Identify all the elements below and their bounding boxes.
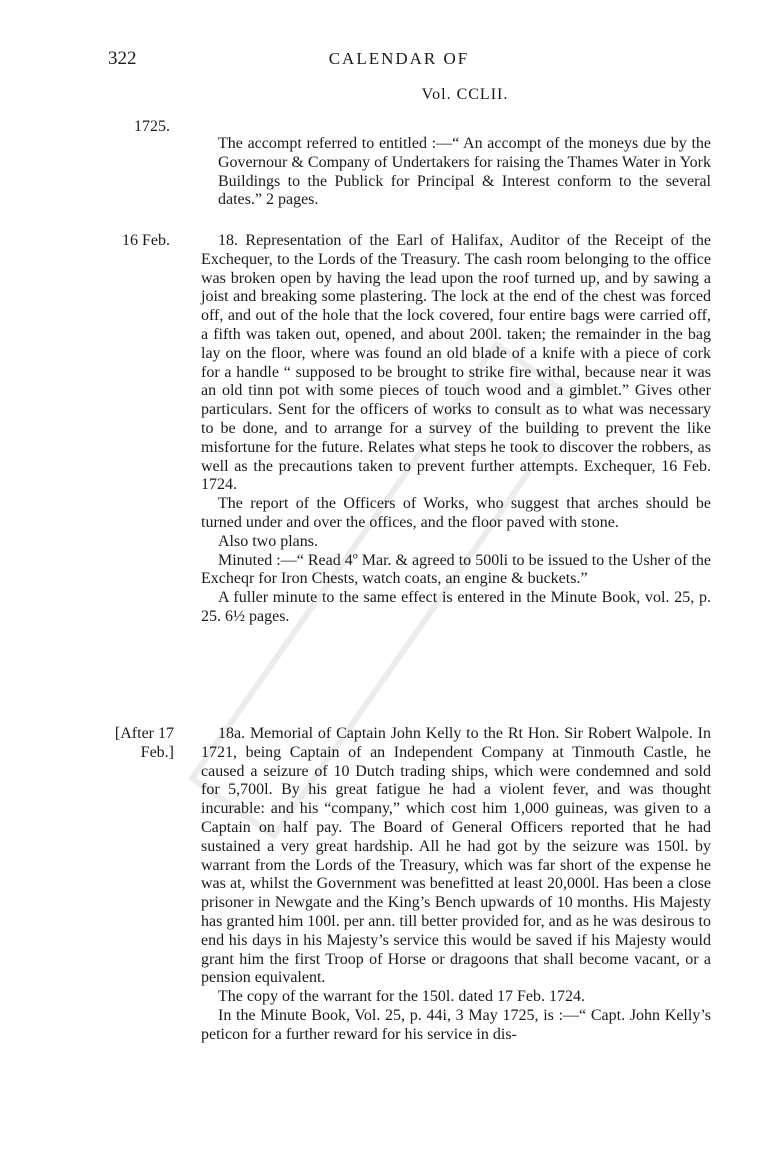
document-entry (201, 232, 711, 627)
entry-paragraph: 18. Representation of the Earl of Halifax, Auditor of the Receipt of the Exchequer, to the Lords of the Treasury. The cash room belonging to the office was broken open by having the lead upon the roof turned up, and by sawing a joist and breaking some plastering. The lock at the end of the chest was forced off, and out of the hole that the lock covered, four entire bags were carried off, a fifth was taken out, opened, and about 200l. taken; the remainder in the bag lay on the floor, where was found an old blade of a knife with a piece of cork for a handle “ supposed to be brought to strike fire withal, because near it was an old tinn pot with some pieces of touch wood and a gimblet.” Gives other particulars. Sent for the officers of works to consult as to what was necessary to be done, and to arrange for a survey of the building to prevent the like misfortune for the future. Relates what steps he took to discover the robbers, as well as the precautions taken to prevent further attempts. Exchequer, 16 Feb. 1724. (201, 232, 711, 494)
document-entry (201, 725, 711, 1045)
entry-paragraph: The report of the Officers of Works, who suggest that arches should be turned under and over the offices, and the floor paved with stone. (201, 495, 711, 531)
page-number: 322 (108, 48, 137, 69)
running-title: CALENDAR OF (328, 49, 470, 68)
entry-date: 1725. (134, 118, 170, 135)
entry-paragraph: 18a. Memorial of Captain John Kelly to the Rt Hon. Sir Robert Walpole. In 1721, being Captain of an Independent Company at Tinmouth Castle, he caused a seizure of 10 Dutch trading ships, which were condemned and sold for 5,700l. By his great fatigue he had a violent fever, and was thought incurable: and his “company,” which cost him 1,000 guineas, was given to a Captain on half pay. The Board of General Officers reported that he had sustained a very great hardship. All he had got by the seizure was 150l. by warrant from the Lords of the Treasury, which was far short of the expense he was at, whilst the Government was benefitted at least 20,000l. Has been a close prisoner in Newgate and the King’s Bench upwards of 10 months. His Majesty has granted him 100l. per ann. till better provided for, and as he was desirous to end his days in his Majesty’s service this would be saved if his Majesty would grant him the first Troop of Horse or dragoons that shall become vacant, or a pension equivalent. (201, 725, 711, 987)
entry-paragraph: A fuller minute to the same effect is entered in the Minute Book, vol. 25, p. 25. 6½ pages. (201, 589, 711, 625)
entry-date: 16 Feb. (122, 232, 170, 249)
entry-paragraph: The copy of the warrant for the 150l. dated 17 Feb. 1724. (218, 988, 586, 1006)
entry-paragraph: Minuted :—“ Read 4º Mar. & agreed to 500li to be issued to the Usher of the Exchеqr for Iron Chests, watch coats, an engine & buckets.” (201, 551, 711, 588)
entry-paragraph: Also two plans. (218, 532, 318, 550)
entry-paragraph: The accompt referred to entitled :—“ An accompt of the moneys due by the Governour & Company of Undertakers for raising the Thames Water in York Buildings to the Publick for Principal & Interest conform to the several dates.” 2 pages. (218, 135, 711, 209)
entry-date: [After 17 Feb.] (114, 725, 174, 761)
entry-paragraph: In the Minute Book, Vol. 25, p. 44i, 3 May 1725, is :—“ Capt. John Kelly’s peticon for a further reward for his service in dis- (201, 1006, 711, 1043)
document-entry (218, 135, 711, 210)
volume-heading: Vol. CCLII. (421, 86, 509, 103)
